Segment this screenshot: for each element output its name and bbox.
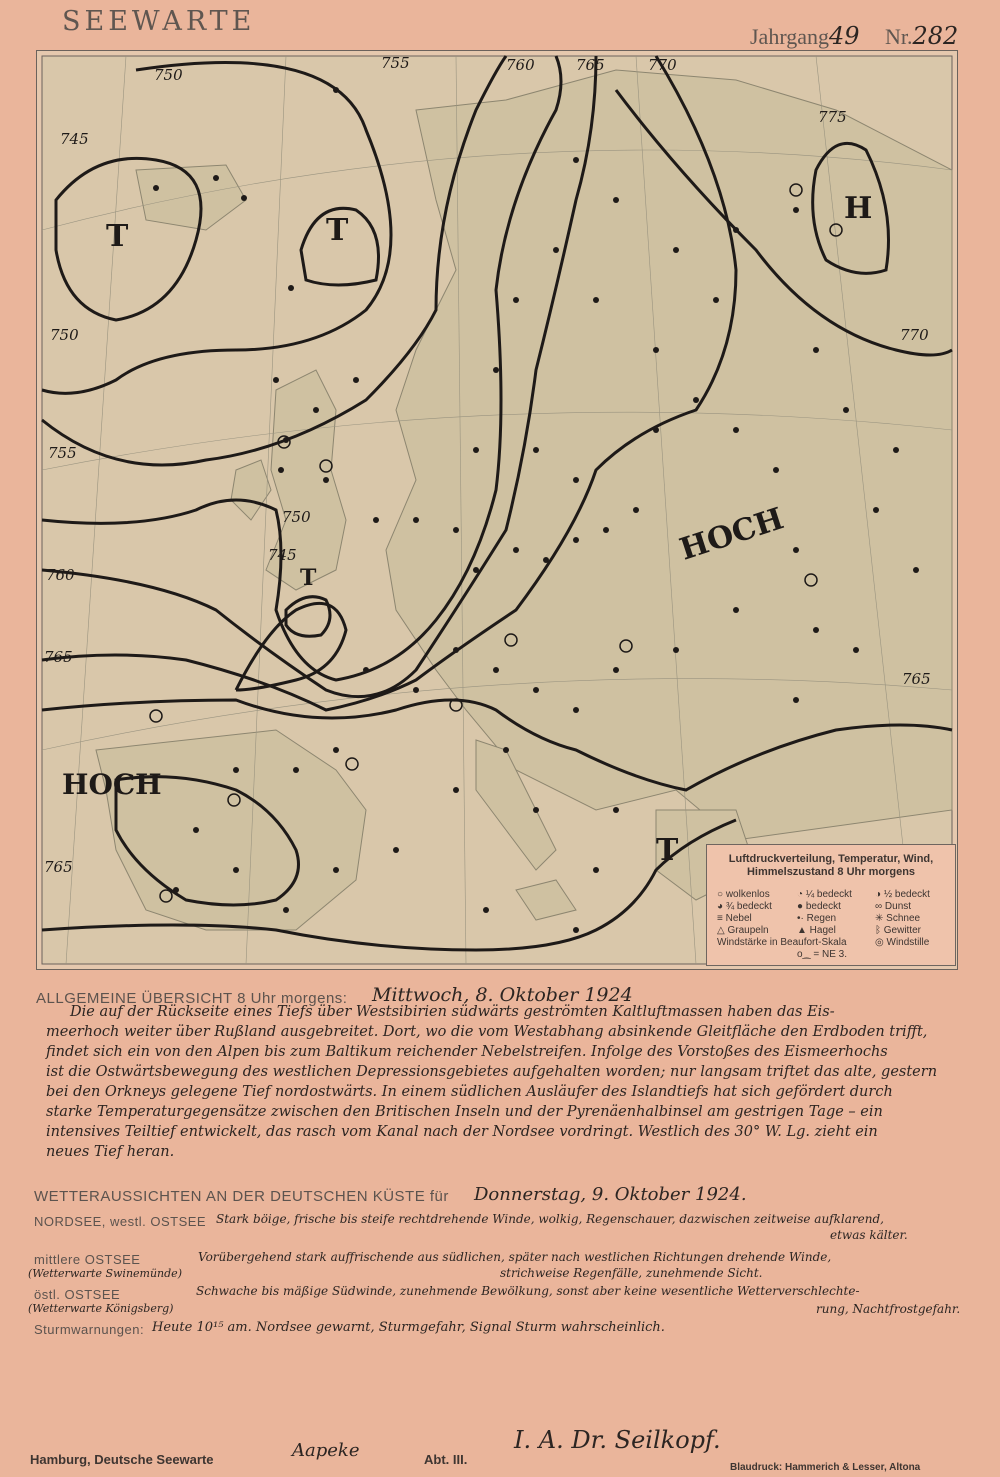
isobar-label: 755: [381, 54, 410, 72]
mittlere-ostsee-label: mittlere OSTSEE: [34, 1252, 141, 1267]
overview-date: Mittwoch, 8. Oktober 1924: [372, 984, 633, 1006]
legend-item: ᛒ Gewitter: [875, 925, 922, 936]
legend-item: ◕ ¾ bedeckt: [717, 901, 772, 912]
low-pressure-marker: T: [656, 833, 679, 868]
nordsee-forecast: Stark böige, frische bis steife rechtdrehende Winde, wolkig, Regenschauer, dazwischen zeitweise aufklarend,: [216, 1212, 884, 1226]
overview-line: meerhoch weiter über Rußland ausgebreitet. Dort, wo die vom Westabhang absinkende Gleitfläche den Erdboden trifft,: [46, 1024, 928, 1040]
high-pressure-marker: HOCH: [62, 768, 162, 801]
nordsee-label: NORDSEE, westl. OSTSEE: [34, 1214, 207, 1229]
mittlere-ostsee-station: (Wetterwarte Swinemünde): [28, 1267, 182, 1280]
legend-item: ● bedeckt: [797, 901, 841, 912]
legend-item: ◑ ½ bedeckt: [875, 889, 930, 900]
overview-line: intensives Teiltief entwickelt, das rasch vom Kanal nach der Nordsee vordringt. Westlich des 30° W. Lg. zieht ein: [46, 1124, 878, 1140]
issue-number: [885, 22, 958, 50]
storm-warning-label: Sturmwarnungen:: [34, 1322, 145, 1337]
isobar-label: 750: [282, 508, 311, 526]
isobar-label: 760: [46, 566, 75, 584]
volume-indicator: [750, 22, 860, 50]
high-pressure-marker: HOCH: [675, 501, 788, 568]
footer-printer: Blaudruck: Hammerich & Lesser, Altona: [730, 1462, 921, 1473]
legend-item: △ Graupeln: [717, 925, 769, 936]
legend-item: o⁔ = NE 3.: [797, 949, 848, 960]
isobar-label: 765: [902, 670, 931, 688]
legend-item: •· Regen: [797, 913, 837, 924]
footer-department: Abt. III.: [424, 1452, 468, 1467]
overview-heading: ALLGEMEINE ÜBERSICHT 8 Uhr morgens:: [36, 990, 348, 1007]
isobar-label: 750: [50, 326, 79, 344]
oestl-ostsee-forecast: Schwache bis mäßige Südwinde, zunehmende Bewölkung, sonst aber keine wesentliche Wetterverschlechte-: [196, 1284, 860, 1298]
overview-line: findet sich ein von den Alpen bis zum Baltikum reichender Nebelstreifen. Infolge des Vorstoßes des Eismeerhochs: [46, 1044, 888, 1060]
forecast-heading: WETTERAUSSICHTEN AN DER DEUTSCHEN KÜSTE für: [34, 1188, 449, 1205]
isobar-label: 745: [268, 546, 297, 564]
overview-line: neues Tief heran.: [46, 1144, 175, 1160]
isobar-label: 755: [48, 444, 77, 462]
overview-line: bei den Orkneys gelegene Tief nordostwärts. In einem südlichen Ausläufer des Islandtiefs hat sich gefördert durch: [46, 1084, 893, 1100]
nordsee-forecast-cont: etwas kälter.: [830, 1228, 908, 1242]
issue-value: 282: [912, 22, 959, 50]
legend-item: ○ wolkenlos: [717, 889, 770, 900]
low-pressure-marker: T: [300, 565, 317, 591]
header-title: SEEWARTE: [62, 6, 256, 37]
mittlere-ostsee-forecast-cont: strichweise Regenfälle, zunehmende Sicht.: [500, 1266, 763, 1280]
low-pressure-marker: T: [326, 213, 349, 248]
legend-title: [707, 853, 955, 879]
low-pressure-marker: T: [106, 219, 129, 254]
isobar-label: 765: [44, 858, 73, 876]
legend-title-line: Luftdruckverteilung, Temperatur, Wind,: [728, 853, 934, 865]
overview-line: starke Temperaturgegensätze zwischen den Britischen Inseln und der Pyrenäenhalbinsel am gestrigen Tage – ein: [46, 1104, 883, 1120]
isobar-label: 750: [154, 66, 183, 84]
high-pressure-marker: H: [844, 191, 873, 226]
forecast-date: Donnerstag, 9. Oktober 1924.: [474, 1184, 747, 1205]
storm-warning-text: Heute 10¹⁵ am. Nordsee gewarnt, Sturmgefahr, Signal Sturm wahrscheinlich.: [152, 1320, 665, 1335]
isobar-label: 770: [900, 326, 929, 344]
legend-item: Windstärke in Beaufort-Skala: [717, 937, 847, 948]
footer-signature: I. A. Dr. Seilkopf.: [514, 1426, 721, 1454]
isobar-label: 745: [60, 130, 89, 148]
isobar-label: 770: [648, 56, 677, 74]
legend-title-line: Himmelszustand 8 Uhr morgens: [746, 866, 916, 878]
footer-publisher: Hamburg, Deutsche Seewarte: [30, 1452, 214, 1467]
isobar-label: 765: [576, 56, 605, 74]
isobar-label: 765: [44, 648, 73, 666]
legend-item: ∞ Dunst: [875, 901, 912, 912]
oestl-ostsee-forecast-cont: rung, Nachtfrostgefahr.: [816, 1302, 961, 1316]
map-legend: [706, 844, 956, 966]
volume-value: 49: [829, 22, 860, 50]
legend-item: ◔ ¼ bedeckt: [797, 889, 852, 900]
weather-map: [36, 50, 958, 970]
oestl-ostsee-station: (Wetterwarte Königsberg): [28, 1302, 174, 1315]
overview-line: ist die Ostwärtsbewegung des westlichen Depressionsgebietes aufgehalten worden; nur langsam triftet das alte, gestern: [46, 1064, 938, 1080]
footer-initials: Aapeke: [292, 1440, 360, 1461]
oestl-ostsee-label: östl. OSTSEE: [34, 1287, 121, 1302]
legend-item: ✳ Schnee: [875, 913, 921, 924]
weather-map-svg: [36, 50, 958, 970]
legend-item: ◎ Windstille: [875, 937, 930, 948]
overview-line: Die auf der Rückseite eines Tiefs über Westsibirien südwärts geströmten Kaltluftmassen haben das Eis-: [70, 1004, 835, 1020]
issue-label: Nr.: [885, 24, 913, 49]
volume-label: Jahrgang: [750, 24, 830, 49]
mittlere-ostsee-forecast: Vorübergehend stark auffrischende aus südlichen, später nach westlichen Richtungen drehende Winde,: [198, 1250, 832, 1264]
legend-item: ▲ Hagel: [797, 925, 836, 936]
legend-item: ≡ Nebel: [717, 913, 752, 924]
isobar-label: 760: [506, 56, 535, 74]
isobar-label: 775: [818, 108, 847, 126]
